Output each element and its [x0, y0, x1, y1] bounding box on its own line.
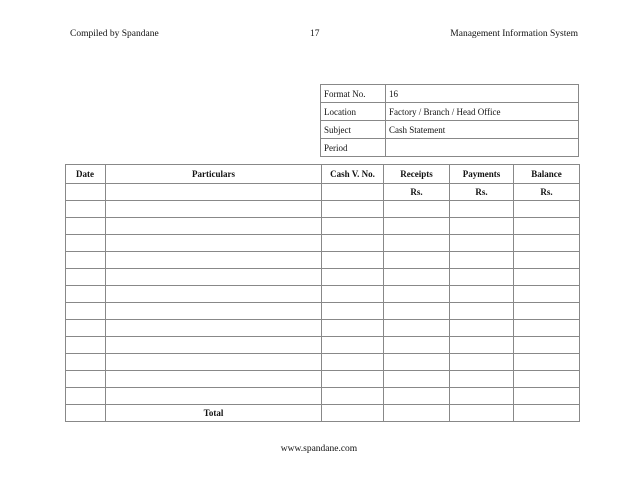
table-cell	[514, 337, 580, 354]
table-cell	[514, 371, 580, 388]
table-cell	[66, 337, 106, 354]
table-cell	[66, 252, 106, 269]
table-cell	[106, 337, 322, 354]
location-row	[321, 103, 579, 121]
table-cell	[514, 269, 580, 286]
table-cell	[106, 269, 322, 286]
table-cell	[106, 371, 322, 388]
table-row	[66, 354, 580, 371]
table-cell	[514, 286, 580, 303]
table-cell	[384, 405, 450, 422]
table-row	[66, 337, 580, 354]
col-date: Date	[66, 165, 106, 184]
period-value	[386, 139, 579, 157]
table-row	[66, 201, 580, 218]
table-cell	[66, 354, 106, 371]
table-cell	[450, 201, 514, 218]
col-particulars: Particulars	[106, 165, 322, 184]
table-cell	[322, 303, 384, 320]
table-cell	[450, 218, 514, 235]
table-cell	[450, 252, 514, 269]
table-cell	[450, 405, 514, 422]
table-cell	[66, 303, 106, 320]
table-cell	[322, 337, 384, 354]
table-cell	[384, 303, 450, 320]
header-compiled-by: Compiled by Spandane	[70, 29, 159, 39]
page-number: 17	[310, 29, 320, 39]
format-info-table	[320, 84, 579, 157]
table-row	[66, 218, 580, 235]
format-label: Format No.	[321, 85, 386, 103]
col-cash-v-no: Cash V. No.	[322, 165, 384, 184]
table-cell	[514, 303, 580, 320]
table-cell	[384, 388, 450, 405]
units-row	[66, 184, 580, 201]
table-cell	[384, 201, 450, 218]
table-cell	[106, 235, 322, 252]
table-cell	[322, 235, 384, 252]
table-cell	[384, 371, 450, 388]
table-cell	[106, 286, 322, 303]
period-row	[321, 139, 579, 157]
table-cell	[322, 184, 384, 201]
table-cell	[106, 388, 322, 405]
table-cell	[66, 286, 106, 303]
table-row	[66, 388, 580, 405]
col-payments: Payments	[450, 165, 514, 184]
table-cell	[514, 388, 580, 405]
subject-value: Cash Statement	[386, 121, 579, 139]
table-cell	[384, 252, 450, 269]
table-cell	[450, 337, 514, 354]
table-cell	[384, 286, 450, 303]
table-cell	[384, 337, 450, 354]
column-header-row	[66, 165, 580, 184]
table-cell	[322, 320, 384, 337]
table-cell	[66, 201, 106, 218]
table-cell	[450, 303, 514, 320]
table-row	[66, 371, 580, 388]
receipts-unit: Rs.	[384, 184, 450, 201]
table-cell	[514, 354, 580, 371]
format-row	[321, 85, 579, 103]
table-cell	[322, 354, 384, 371]
table-cell	[66, 320, 106, 337]
payments-unit: Rs.	[450, 184, 514, 201]
balance-unit: Rs.	[514, 184, 580, 201]
table-cell	[322, 388, 384, 405]
table-row	[66, 320, 580, 337]
table-cell	[514, 218, 580, 235]
table-cell	[322, 269, 384, 286]
table-cell	[322, 405, 384, 422]
table-row	[66, 269, 580, 286]
cash-statement-table	[65, 164, 580, 422]
table-cell	[106, 320, 322, 337]
total-label: Total	[106, 405, 322, 422]
table-cell	[514, 252, 580, 269]
table-cell	[384, 320, 450, 337]
table-cell	[66, 269, 106, 286]
table-cell	[66, 388, 106, 405]
table-cell	[384, 235, 450, 252]
table-cell	[450, 269, 514, 286]
subject-label: Subject	[321, 121, 386, 139]
table-cell	[322, 286, 384, 303]
table-row	[66, 303, 580, 320]
location-value: Factory / Branch / Head Office	[386, 103, 579, 121]
footer-url: www.spandane.com	[280, 444, 358, 454]
table-cell	[322, 252, 384, 269]
table-cell	[106, 303, 322, 320]
table-cell	[514, 235, 580, 252]
table-cell	[66, 184, 106, 201]
header-title: Management Information System	[450, 29, 578, 39]
table-cell	[514, 320, 580, 337]
table-row	[66, 252, 580, 269]
subject-row	[321, 121, 579, 139]
table-cell	[450, 388, 514, 405]
table-cell	[322, 218, 384, 235]
col-receipts: Receipts	[384, 165, 450, 184]
col-balance: Balance	[514, 165, 580, 184]
table-cell	[322, 371, 384, 388]
table-cell	[106, 184, 322, 201]
table-cell	[66, 405, 106, 422]
table-cell	[450, 286, 514, 303]
table-cell	[384, 354, 450, 371]
table-row	[66, 235, 580, 252]
table-cell	[106, 252, 322, 269]
table-row	[66, 286, 580, 303]
table-cell	[106, 354, 322, 371]
period-label: Period	[321, 139, 386, 157]
table-cell	[450, 371, 514, 388]
table-cell	[384, 218, 450, 235]
table-cell	[450, 320, 514, 337]
table-cell	[66, 235, 106, 252]
total-row	[66, 405, 580, 422]
table-cell	[66, 218, 106, 235]
table-cell	[514, 201, 580, 218]
table-cell	[514, 405, 580, 422]
location-label: Location	[321, 103, 386, 121]
table-cell	[322, 201, 384, 218]
table-cell	[106, 201, 322, 218]
table-cell	[384, 269, 450, 286]
table-cell	[450, 235, 514, 252]
table-cell	[106, 218, 322, 235]
table-cell	[450, 354, 514, 371]
table-cell	[66, 371, 106, 388]
format-value: 16	[386, 85, 579, 103]
